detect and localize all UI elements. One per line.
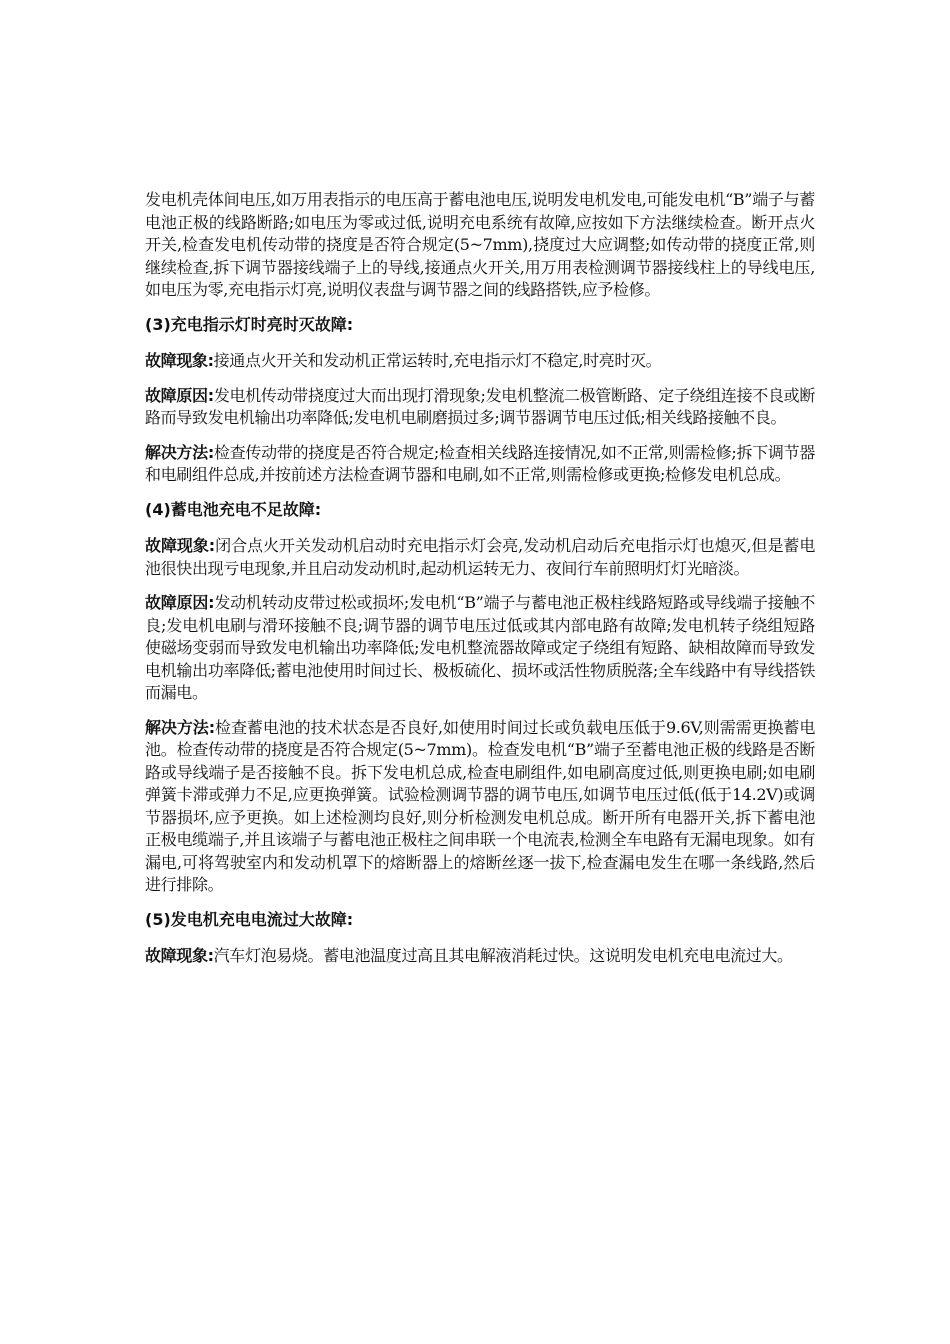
solution-label: 解决方法:: [145, 717, 215, 737]
section-heading: (5)发电机充电电流过大故障:: [145, 909, 354, 929]
symptom-text: 闭合点火开关发动机启动时充电指示灯会亮,发动机启动后充电指示灯也熄灭,但是蓄电池很快出现亏电现象,并且启动发动机时,起动机运转无力、夜间行车前照明灯灯光暗淡。: [145, 536, 815, 578]
symptom-paragraph: [145, 350, 815, 373]
symptom-paragraph: [145, 945, 815, 968]
solution-paragraph: [145, 442, 815, 487]
solution-label: 解决方法:: [145, 442, 214, 462]
symptom-label: 故障现象:: [145, 351, 214, 370]
section-battery-undercharge: [145, 499, 815, 897]
document-page: [145, 189, 815, 980]
symptom-label: 故障现象:: [145, 536, 215, 555]
cause-label: 故障原因:: [145, 385, 214, 405]
solution-text: 检查传动带的挠度是否符合规定;检查相关线路连接情况,如不正常,则需检修;拆下调节器和电刷组件总成,并按前述方法检查调节器和电刷,如不正常,则需检修或更换;检修发电机总成。: [145, 442, 816, 484]
section-charge-indicator-flicker: [145, 314, 815, 487]
cause-paragraph: [145, 385, 815, 430]
section-heading: (4)蓄电池充电不足故障:: [145, 499, 322, 519]
solution-text: 检查蓄电池的技术状态是否良好,如使用时间过长或负载电压低于9.6V,则需需更换蓄电池。检查传动带的挠度是否符合规定(5~7mm)。检查发电机“B”端子至蓄电池正极的线路是否断路或导线端子是否接触不良。拆下发电机总成,检查电刷组件,如电刷高度过低,则更换电刷;如电刷弹簧卡滞或弹力不足,应更换弹簧。试验检测调节器的调节电压,如调节电压过低(低于14.2V)或调节器损坏,应予更换。如上述检测均良好,则分析检测发电机总成。断开所有电器开关,拆下蓄电池正极电缆端子,并且该端子与蓄电池正极柱之间串联一个电流表,检测全车电路有无漏电现象。如有漏电,可将驾驶室内和发动机罩下的熔断器上的熔断丝逐一拔下,检查漏电发生在哪一条线路,然后进行排除。: [145, 717, 816, 894]
symptom-paragraph: [145, 535, 815, 580]
cause-text: 发电机传动带挠度过大而出现打滑现象;发电机整流二极管断路、定子绕组连接不良或断路而导致发电机输出功率降低;发电机电刷磨损过多;调节器调节电压过低;相关线路接触不良。: [145, 385, 815, 427]
solution-paragraph: [145, 717, 815, 897]
symptom-label: 故障现象:: [145, 946, 214, 965]
intro-paragraph: 发电机壳体间电压,如万用表指示的电压高于蓄电池电压,说明发电机发电,可能发电机“B”端子与蓄电池正极的线路断路;如电压为零或过低,说明充电系统有故障,应按如下方法继续检查。断开点火开关,检查发电机传动带的挠度是否符合规定(5~7mm),挠度过大应调整;如传动带的挠度正常,则继续检查,拆下调节器接线端子上的导线,接通点火开关,用万用表检测调节器接线柱上的导线电压,如电压为零,充电指示灯亮,说明仪表盘与调节器之间的线路搭铁,应予检修。: [145, 190, 815, 299]
symptom-text: 接通点火开关和发动机正常运转时,充电指示灯不稳定,时亮时灭。: [213, 351, 662, 370]
section-heading: (3)充电指示灯时亮时灭故障:: [145, 314, 354, 334]
section-overcharge-current: [145, 909, 815, 968]
cause-text: 发动机转动皮带过松或损坏;发电机“B”端子与蓄电池正极柱线路短路或导线端子接触不良;发电机电刷与滑环接触不良;调节器的调节电压过低或其内部电路有故障;发电机转子绕组短路使磁场变弱而导致发电机输出功率降低;发电机整流器故障或定子绕组有短路、缺相故障而导致发电机输出功率降低;蓄电池使用时间过长、极板硫化、损坏或活性物质脱落;全车线路中有导线搭铁而漏电。: [145, 593, 816, 702]
cause-label: 故障原因:: [145, 593, 215, 612]
symptom-text: 汽车灯泡易烧。蓄电池温度过高且其电解液消耗过快。这说明发电机充电电流过大。: [213, 946, 793, 965]
cause-paragraph: [145, 592, 815, 705]
